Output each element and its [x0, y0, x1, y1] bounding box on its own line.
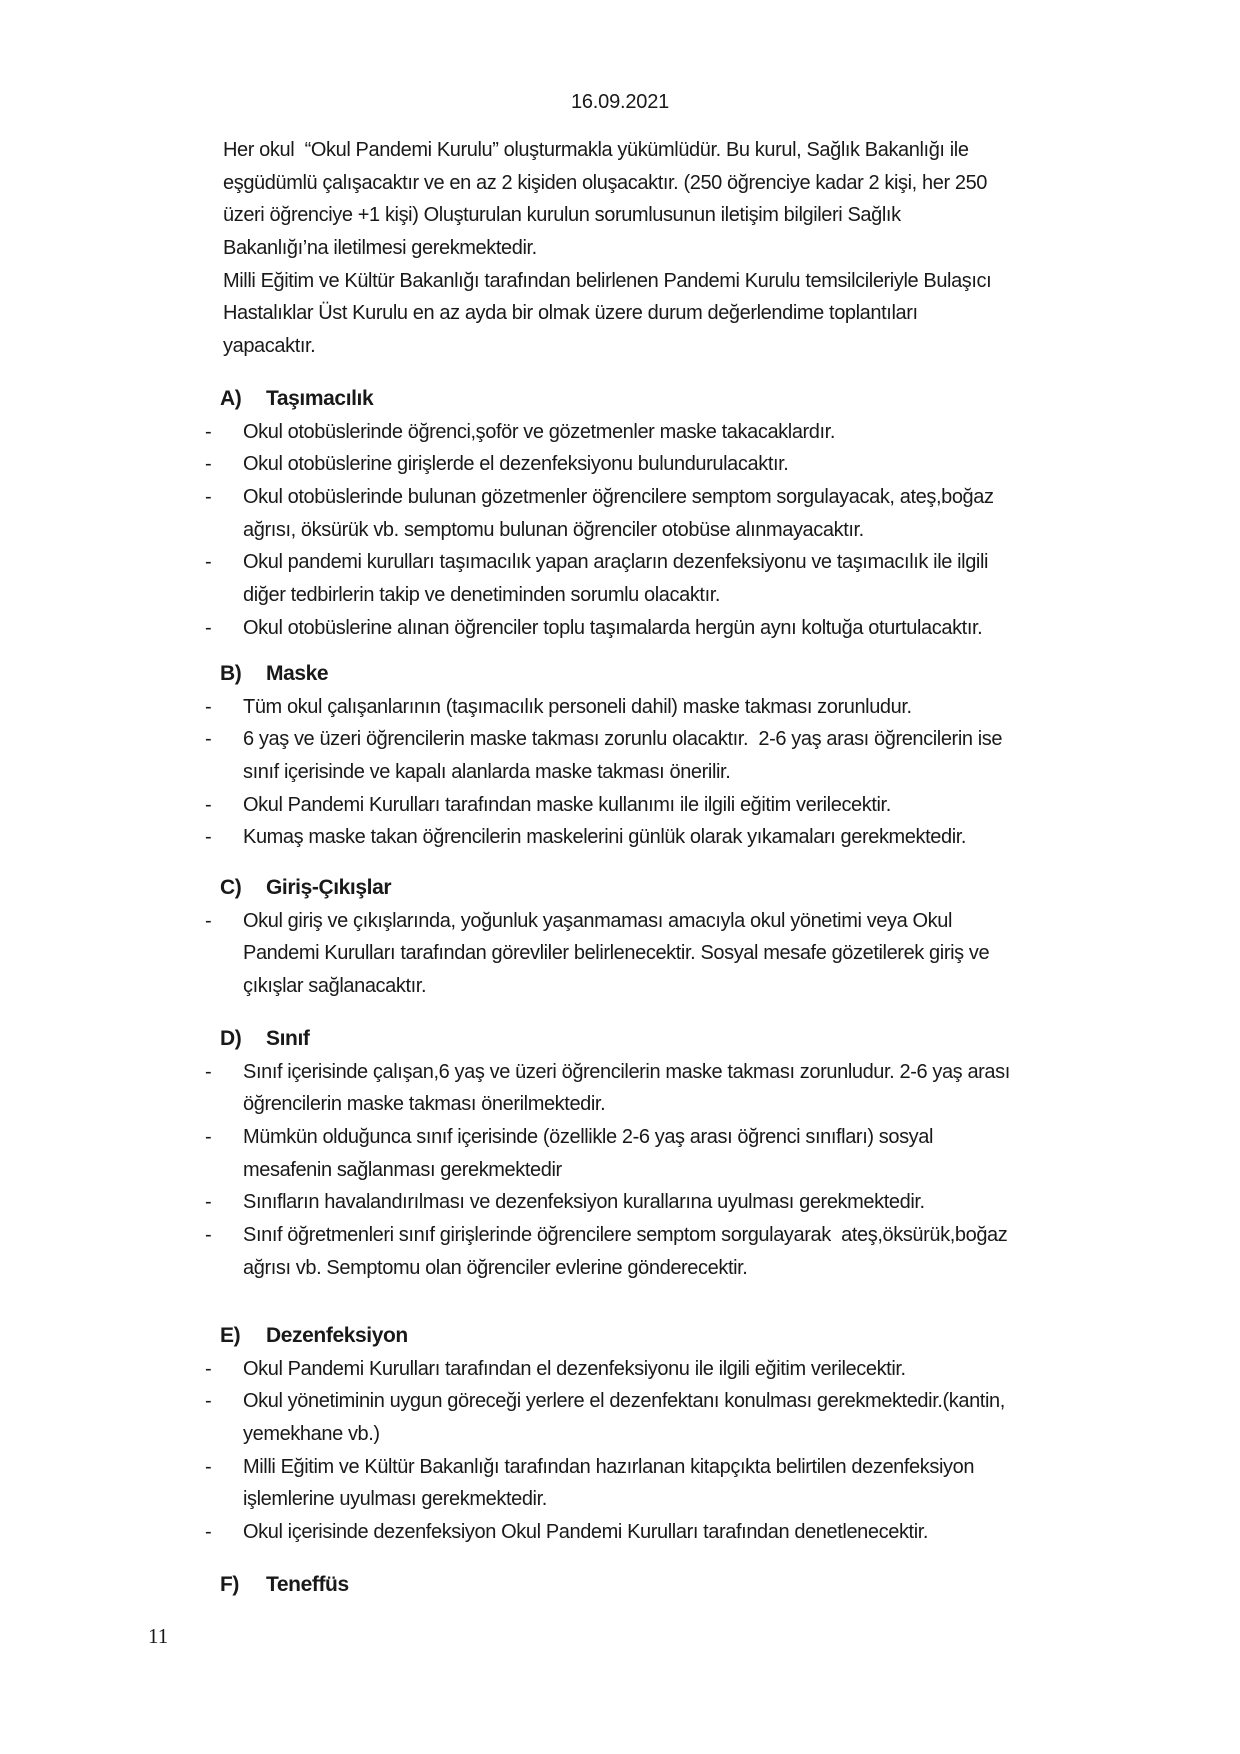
text-line-content: Mümkün olduğunca sınıf içerisinde (özellikle 2-6 yaş arası öğrenci sınıfları) sosyal: [243, 1126, 934, 1149]
section-heading: [0, 872, 1240, 905]
text-line: [0, 789, 1240, 822]
bullet-dash: -: [205, 551, 212, 574]
section-letter: E): [220, 1324, 241, 1347]
bullet-dash: -: [205, 826, 212, 849]
text-line-content: öğrencilerin maske takması önerilmektedir.: [243, 1093, 606, 1116]
text-line: [0, 265, 1240, 298]
text-line-content: Kumaş maske takan öğrencilerin maskelerini günlük olarak yıkamaları gerekmektedir.: [243, 826, 967, 849]
text-line-content: Bakanlığı’na iletilmesi gerekmektedir.: [223, 237, 537, 260]
bullet-dash: -: [205, 1390, 212, 1413]
list-item: [0, 1219, 1240, 1284]
text-line-content: Hastalıklar Üst Kurulu en az ayda bir olmak üzere durum değerlendime toplantıları: [223, 302, 918, 325]
bullet-dash: -: [205, 1126, 212, 1149]
document-date: 16.09.2021: [570, 91, 670, 113]
list-item: [0, 481, 1240, 546]
text-line-content: sınıf içerisinde ve kapalı alanlarda maske takması önerilir.: [243, 761, 731, 784]
section-title: Teneffüs: [266, 1573, 349, 1596]
text-line-content: mesafenin sağlanması gerekmektedir: [243, 1158, 562, 1181]
bullet-dash: -: [205, 728, 212, 751]
text-line: [0, 1451, 1240, 1484]
text-line: [0, 723, 1240, 756]
text-line: [0, 167, 1240, 200]
text-line-content: Okul içerisinde dezenfeksiyon Okul Pandemi Kurulları tarafından denetlenecektir.: [243, 1521, 929, 1544]
text-line-content: Okul otobüslerinde bulunan gözetmenler öğrencilere semptom sorgulayacak, ateş,boğaz: [243, 486, 994, 509]
text-line: [0, 691, 1240, 724]
list-item: [0, 723, 1240, 788]
bullet-dash: -: [205, 1224, 212, 1247]
bullet-dash: -: [205, 793, 212, 816]
section-c: [0, 872, 1240, 1003]
list-item: [0, 448, 1240, 481]
page-number: 11: [148, 1624, 169, 1648]
text-line: [0, 937, 1240, 970]
list-item: [0, 546, 1240, 611]
text-line-content: Okul yönetiminin uygun göreceği yerlere el dezenfektanı konulması gerekmektedir.(kantin,: [243, 1390, 1005, 1413]
text-line-content: Okul giriş ve çıkışlarında, yoğunluk yaşanmaması amacıyla okul yönetimi veya Okul: [243, 909, 953, 932]
list-item: [0, 612, 1240, 645]
text-line-content: Okul Pandemi Kurulları tarafından maske kullanımı ile ilgili eğitim verilecektir.: [243, 793, 891, 816]
text-line: [0, 448, 1240, 481]
section-heading: [0, 1023, 1240, 1056]
text-line-content: işlemlerine uyulması gerekmektedir.: [243, 1488, 547, 1511]
text-line: [0, 199, 1240, 232]
text-line: [0, 1056, 1240, 1089]
list-item: [0, 1056, 1240, 1121]
section-heading: [0, 658, 1240, 691]
text-line-content: ağrısı vb. Semptomu olan öğrenciler evlerine gönderecektir.: [243, 1256, 748, 1279]
list-item: [0, 905, 1240, 1003]
bullet-dash: -: [205, 695, 212, 718]
text-line: [0, 1219, 1240, 1252]
section-d: [0, 1023, 1240, 1285]
text-line: [0, 756, 1240, 789]
list-item: [0, 1353, 1240, 1386]
list-item: [0, 416, 1240, 449]
list-item: [0, 1451, 1240, 1516]
bullet-dash: -: [205, 616, 212, 639]
text-line-content: Sınıfların havalandırılması ve dezenfeksiyon kurallarına uyulması gerekmektedir.: [243, 1191, 925, 1214]
section-heading: [0, 383, 1240, 416]
text-line: [0, 1186, 1240, 1219]
text-line: [0, 330, 1240, 363]
text-line: [0, 612, 1240, 645]
list-item: [0, 789, 1240, 822]
list-item: [0, 691, 1240, 724]
text-line-content: Milli Eğitim ve Kültür Bakanlığı tarafından hazırlanan kitapçıkta belirtilen dezenfeksiyon: [243, 1455, 975, 1478]
section-b: [0, 658, 1240, 854]
section-title: Dezenfeksiyon: [266, 1324, 408, 1347]
text-line: [0, 1418, 1240, 1451]
bullet-dash: -: [205, 453, 212, 476]
intro-paragraphs: [0, 134, 1240, 363]
section-title: Taşımacılık: [266, 387, 374, 410]
section-title: Giriş-Çıkışlar: [266, 876, 392, 899]
text-line: [0, 1154, 1240, 1187]
section-letter: B): [220, 662, 242, 685]
bullet-dash: -: [205, 1455, 212, 1478]
section-e: [0, 1320, 1240, 1549]
text-line: [0, 1088, 1240, 1121]
text-line-content: Sınıf öğretmenleri sınıf girişlerinde öğrencilere semptom sorgulayarak ateş,öksürük,boğaz: [243, 1224, 1008, 1247]
section-f: [0, 1569, 1240, 1602]
list-item: [0, 1516, 1240, 1549]
text-line: [0, 134, 1240, 167]
section-letter: D): [220, 1027, 242, 1050]
section-title: Sınıf: [266, 1027, 310, 1050]
list-item: [0, 1186, 1240, 1219]
bullet-dash: -: [205, 420, 212, 443]
text-line: [0, 416, 1240, 449]
paragraph: [0, 134, 1240, 265]
bullet-dash: -: [205, 1521, 212, 1544]
text-line-content: Pandemi Kurulları tarafından görevliler belirlenecektir. Sosyal mesafe gözetilerek giriş ve: [243, 942, 990, 965]
list-item: [0, 821, 1240, 854]
text-line: [0, 297, 1240, 330]
text-line-content: Okul Pandemi Kurulları tarafından el dezenfeksiyonu ile ilgili eğitim verilecektir.: [243, 1357, 906, 1380]
list-item: [0, 1121, 1240, 1186]
section-title: Maske: [266, 662, 329, 685]
text-line-content: eşgüdümlü çalışacaktır ve en az 2 kişiden oluşacaktır. (250 öğrenciye kadar 2 kişi, her 250: [223, 171, 988, 194]
text-line-content: yemekhane vb.): [243, 1423, 380, 1446]
section-heading: [0, 1569, 1240, 1602]
list-item: [0, 1385, 1240, 1450]
section-a: [0, 383, 1240, 645]
text-line: [0, 546, 1240, 579]
text-line: [0, 905, 1240, 938]
section-letter: F): [220, 1573, 240, 1596]
text-line-content: ağrısı, öksürük vb. semptomu bulunan öğrenciler otobüse alınmayacaktır.: [243, 518, 864, 541]
text-line: [0, 579, 1240, 612]
paragraph: [0, 265, 1240, 363]
section-heading: [0, 1320, 1240, 1353]
text-line-content: üzeri öğrenciye +1 kişi) Oluşturulan kurulun sorumlusunun iletişim bilgileri Sağlık: [223, 204, 901, 227]
bullet-dash: -: [205, 1357, 212, 1380]
text-line: [0, 481, 1240, 514]
bullet-dash: -: [205, 1060, 212, 1083]
text-line-content: Sınıf içerisinde çalışan,6 yaş ve üzeri öğrencilerin maske takması zorunludur. 2-6 yaş arası: [243, 1060, 1010, 1083]
text-line-content: Her okul “Okul Pandemi Kurulu” oluşturmakla yükümlüdür. Bu kurul, Sağlık Bakanlığı ile: [223, 139, 969, 161]
text-line: [0, 1516, 1240, 1549]
text-line: [0, 514, 1240, 547]
text-line-content: diğer tedbirlerin takip ve denetiminden sorumlu olacaktır.: [243, 584, 721, 607]
text-line-content: yapacaktır.: [223, 335, 316, 358]
section-letter: A): [220, 387, 242, 410]
text-line-content: Okul otobüslerinde öğrenci,şoför ve gözetmenler maske takacaklardır.: [243, 420, 835, 443]
section-letter: C): [220, 876, 242, 899]
text-line-content: 6 yaş ve üzeri öğrencilerin maske takması zorunlu olacaktır. 2-6 yaş arası öğrencilerin ise: [243, 728, 1003, 751]
text-line: [0, 1353, 1240, 1386]
text-line-content: çıkışlar sağlanacaktır.: [243, 975, 427, 998]
text-line: [0, 1483, 1240, 1516]
text-line: [0, 970, 1240, 1003]
text-line: [0, 821, 1240, 854]
text-line: [0, 1121, 1240, 1154]
text-line-content: Tüm okul çalışanlarının (taşımacılık personeli dahil) maske takması zorunludur.: [243, 695, 912, 718]
bullet-dash: -: [205, 486, 212, 509]
text-line: [0, 232, 1240, 265]
text-line-content: Okul otobüslerine girişlerde el dezenfeksiyonu bulundurulacaktır.: [243, 453, 789, 476]
text-line-content: Okul otobüslerine alınan öğrenciler toplu taşımalarda hergün aynı koltuğa oturtulacaktır.: [243, 616, 983, 639]
text-line: [0, 1385, 1240, 1418]
text-line-content: Okul pandemi kurulları taşımacılık yapan araçların dezenfeksiyonu ve taşımacılık ile ilgili: [243, 551, 989, 574]
bullet-dash: -: [205, 1191, 212, 1214]
bullet-dash: -: [205, 909, 212, 932]
text-line-content: Milli Eğitim ve Kültür Bakanlığı tarafından belirlenen Pandemi Kurulu temsilcileriyle Bulaşıcı: [223, 269, 992, 292]
text-line: [0, 1252, 1240, 1285]
